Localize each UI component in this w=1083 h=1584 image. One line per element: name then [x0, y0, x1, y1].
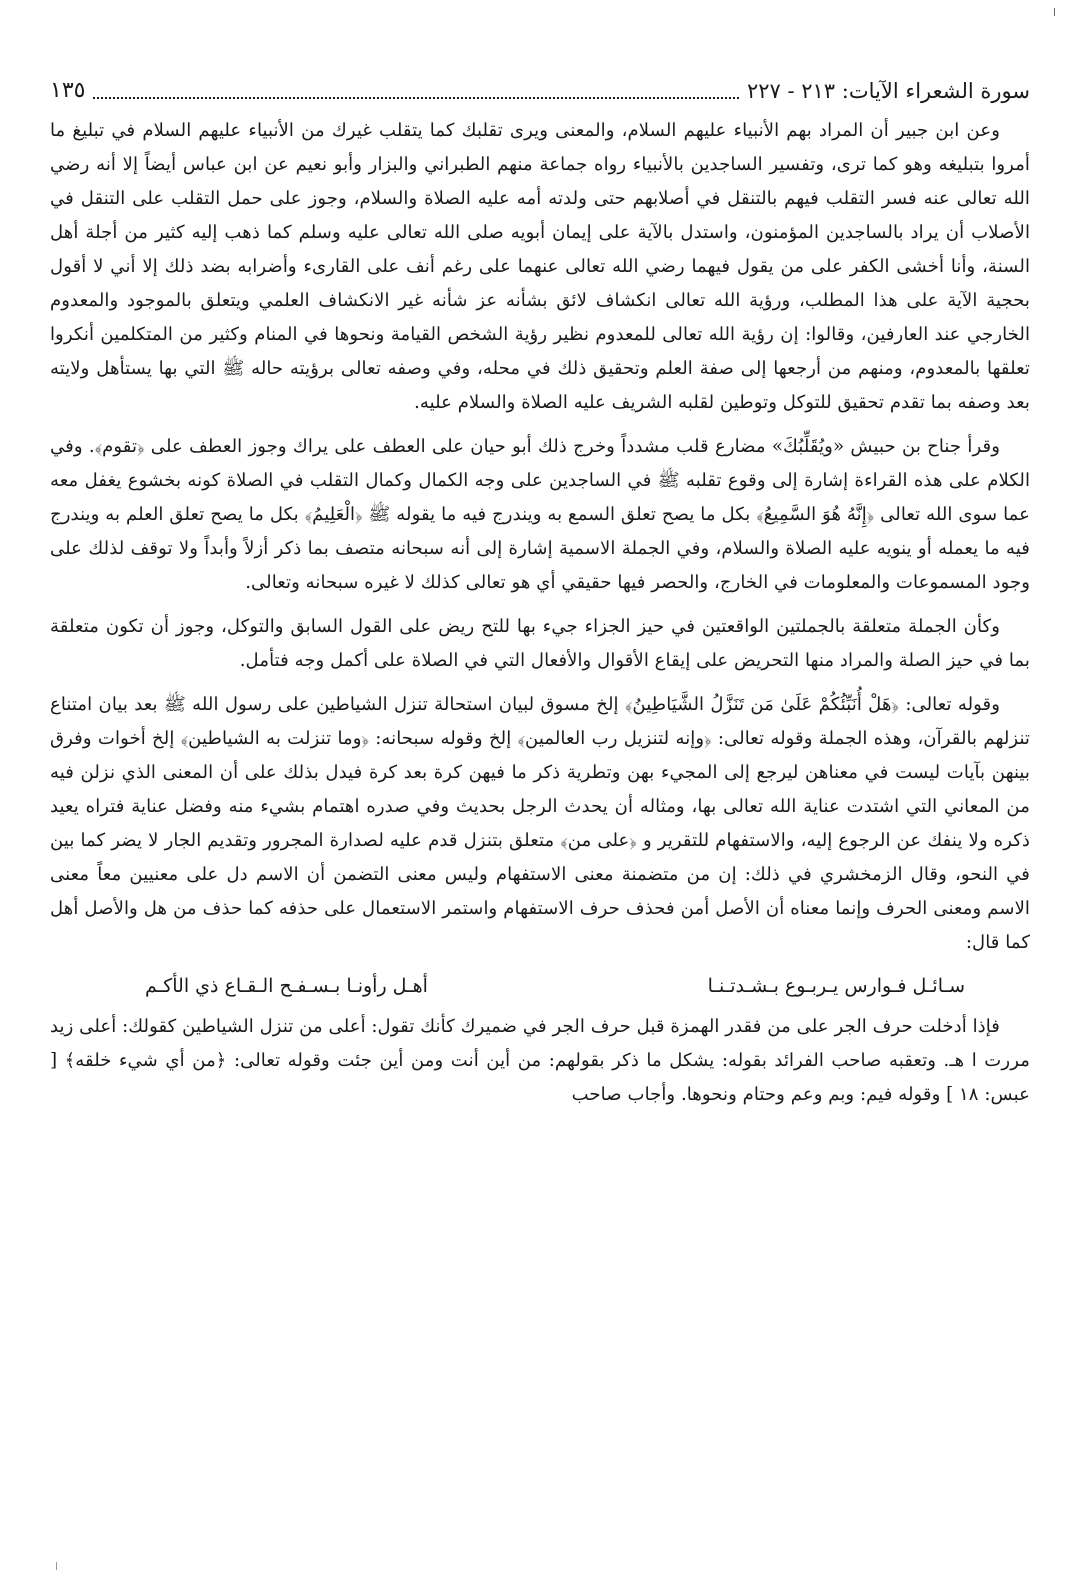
verse-first-hemistich: سـائـل فـوارس يـربـوع بـشـدتـنـا [707, 975, 965, 997]
page-body [50, 114, 1030, 1112]
poetry-verse [50, 966, 1030, 1006]
crop-mark-top [1054, 8, 1065, 16]
paragraph-4: وقوله تعالى: ﴿هَلْ أُنَبِّئُكُمْ عَلَىٰ مَن تَنَزَّلُ الشَّيَاطِينُ﴾ إلخ مسوق لبيان استحالة تنزل الشياطين على رسول الله ﷺ بعد بيان امتناع تنزلهم بالقرآن، وهذه الجملة وقوله تعالى: ﴿وإنه لتنزيل رب العالمين﴾ إلخ وقوله سبحانه: ﴿وما تنزلت به الشياطين﴾ إلخ أخوات وفرق بينهن بآيات ليست في معناهن ليرجع إلى المجيء بهن وتطرية ذكر ما فيهن كرة بعد كرة فيدل بذلك على أن المعنى الذي نزلن فيه من المعاني التي اشتدت عناية الله تعالى بها، ومثاله أن يحدث الرجل بحديث وفي صدره اهتمام بشيء منه وفضل عناية فتراه يعيد ذكره ولا ينفك عن الرجوع إليه، والاستفهام للتقرير و ﴿على من﴾ متعلق بتنزل قدم عليه لصدارة المجرور وتقديم الجار لا يضر كما بين في النحو، وقال الزمخشري في ذلك: إن من متضمنة معنى الاستفهام وليس معنى التضمن أن الاسم دل على معنيين معاً معنى الاسم ومعنى الحرف وإنما معناه أن الأصل أمن فحذف حرف الاستفهام واستمر الاستعمال على حذفه كما حذف من هل والأصل أهل كما قال: [50, 694, 1030, 953]
crop-mark-bottom [46, 1562, 57, 1570]
paragraph-2: وقرأ جناح بن حبيش «ويُقَلِّبُكَ» مضارع قلب مشدداً وخرج ذلك أبو حيان على العطف على يراك وجوز العطف على ﴿تقوم﴾. وفي الكلام على هذه القراءة إشارة إلى وقوع تقلبه ﷺ في الساجدين على وجه الكمال وكمال التقلب في الصلاة كونه بخشوع يغفل معه عما سوى الله تعالى ﴿إِنَّهُ هُوَ السَّمِيعُ﴾ بكل ما يصح تعلق السمع به ويندرج فيه ما يقوله ﷺ ﴿الْعَلِيمُ﴾ بكل ما يصح تعلق العلم به ويندرج فيه ما يعمله أو ينويه عليه الصلاة والسلام، وفي الجملة الاسمية إشارة إلى أنه سبحانه متصف بما ذكر أزلاً وأبداً ولا توقف لذلك على وجود المسموعات والمعلومات في الخارج، والحصر فيها حقيقي أي هو تعالى كذلك لا غيره سبحانه وتعالى. [50, 436, 1030, 593]
verse-second-hemistich: أهـل رأونـا بـسـفـح الـقـاع ذي الأكـم [145, 975, 428, 997]
page-number: ١٣٥ [50, 78, 86, 103]
header-dot-leader [93, 97, 739, 99]
surah-title: سورة الشعراء الآيات: ٢١٣ - ٢٢٧ [746, 79, 1030, 103]
book-page [50, 70, 1030, 1560]
paragraph-1: وعن ابن جبير أن المراد بهم الأنبياء عليهم السلام، والمعنى ويرى تقلبك كما يتقلب غيرك من الأنبياء عليهم السلام في تبليغ ما أمروا بتبليغه وهو كما ترى، وتفسير الساجدين بالأنبياء رواه جماعة منهم الطبراني والبزار وأبو نعيم عن ابن عباس أيضاً إلا أنه رضي الله تعالى عنه فسر التقلب فيهم بالتنقل في أصلابهم حتى ولدته أمه عليه الصلاة والسلام، وجوز على حمل التقلب على التنقل في الأصلاب أن يراد بالساجدين المؤمنون، واستدل بالآية على إيمان أبويه صلى الله تعالى عليه وسلم كما ذهب إليه كثير من أجلة أهل السنة، وأنا أخشى الكفر على من يقول فيهما رضي الله تعالى عنهما على رغم أنف على القارىء وأضرابه بضد ذلك إلا أني لا أقول بحجية الآية على هذا المطلب، ورؤية الله تعالى انكشاف لائق بشأنه عز شأنه غير الانكشاف العلمي ويتعلق بالموجود والمعدوم الخارجي عند العارفين، وقالوا: إن رؤية الله تعالى للمعدوم نظير رؤية الشخص القيامة ونحوها في المنام وكثير من المتكلمين أنكروا تعلقها بالمعدوم، ومنهم من أرجعها إلى صفة العلم وتحقيق ذلك في محله، وفي وصفه تعالى برؤيته حاله ﷺ التي بها يستأهل ولايته بعد وصفه بما تقدم تحقيق للتوكل وتوطين لقلبه الشريف عليه الصلاة والسلام عليه. [50, 120, 1030, 413]
running-header [50, 70, 1030, 106]
paragraph-3: وكأن الجملة متعلقة بالجملتين الواقعتين في حيز الجزاء جيء بها للتح ريض على القول السابق والتوكل، وجوز أن تكون متعلقة بما في حيز الصلة والمراد منها التحريض على إيقاع الأقوال والأفعال التي في الصلاة على أكمل وجه فتأمل. [50, 616, 1030, 671]
paragraph-5: فإذا أدخلت حرف الجر على من فقدر الهمزة قبل حرف الجر في ضميرك كأنك تقول: أعلى من تنزل الشياطين كقولك: أعلى زيد مررت ا هـ. وتعقبه صاحب الفرائد بقوله: يشكل ما ذكر بقولهم: من أين أنت ومن أين جئت وقوله تعالى: ﴿من أي شيء خلقه﴾ [ عبس: ١٨ ] وقوله فيم: وبم وعم وحتام ونحوها. وأجاب صاحب [50, 1016, 1030, 1105]
